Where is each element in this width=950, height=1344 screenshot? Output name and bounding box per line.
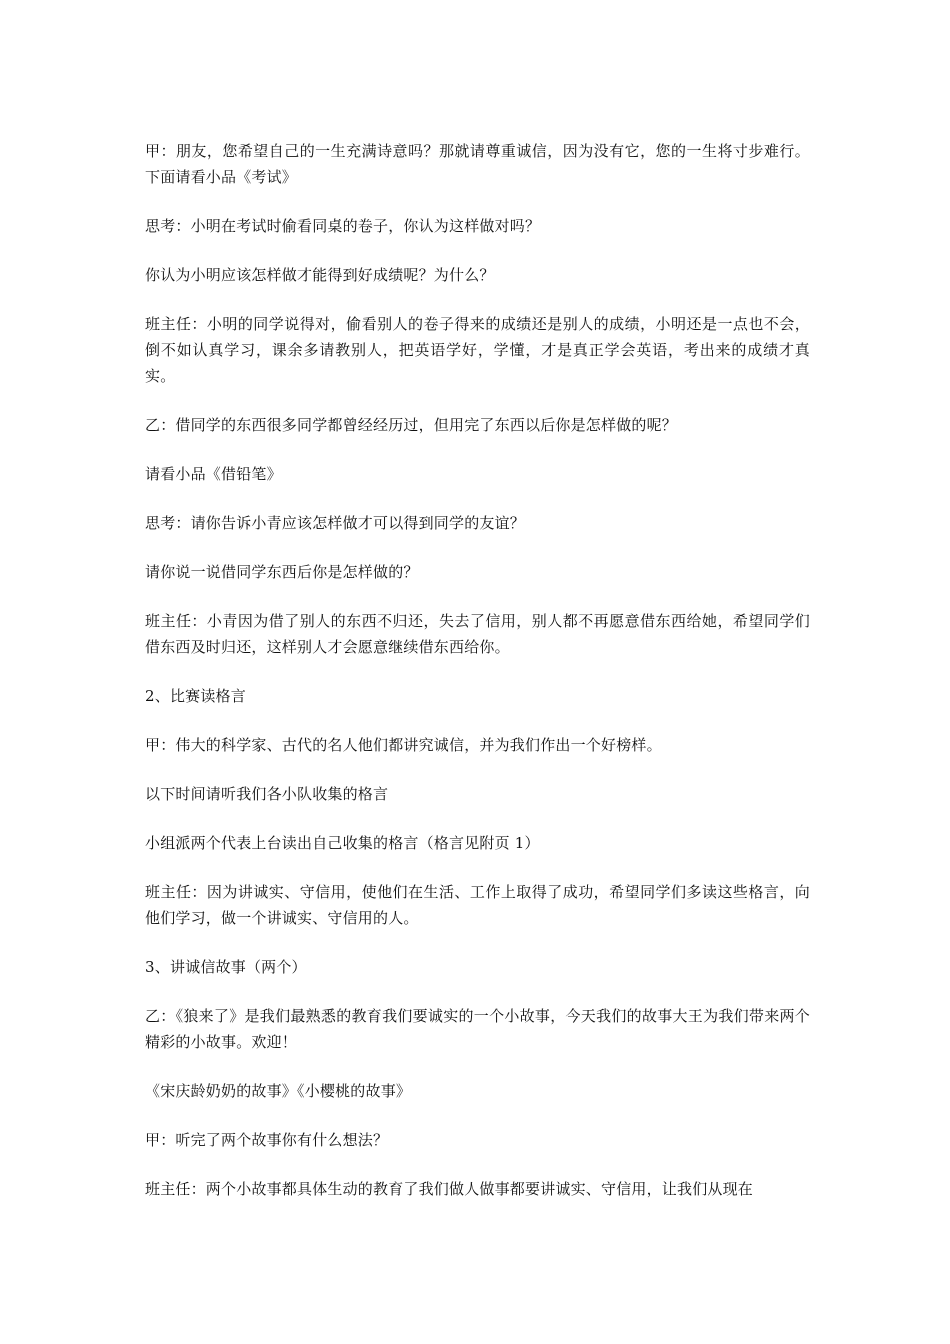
paragraph: 甲：朋友，您希望自己的一生充满诗意吗？那就请尊重诚信，因为没有它，您的一生将寸步难行。下面请看小品《考试》 — [145, 142, 810, 186]
document-body — [145, 138, 810, 1225]
paragraph: 《宋庆龄奶奶的故事》《小樱桃的故事》 — [145, 1082, 412, 1100]
paragraph: 甲：伟大的科学家、古代的名人他们都讲究诚信，并为我们作出一个好榜样。 — [145, 736, 662, 754]
paragraph: 班主任：小青因为借了别人的东西不归还，失去了信用，别人都不再愿意借东西给她，希望同学们借东西及时归还，这样别人才会愿意继续借东西给你。 — [145, 612, 810, 656]
paragraph: 以下时间请听我们各小队收集的格言 — [145, 785, 389, 803]
paragraph: 班主任：小明的同学说得对，偷看别人的卷子得来的成绩还是别人的成绩，小明还是一点也不会，倒不如认真学习，课余多请教别人，把英语学好，学懂，才是真正学会英语，考出来的成绩才真实。 — [145, 315, 810, 385]
paragraph: 乙：《狼来了》是我们最熟悉的教育我们要诚实的一个小故事，今天我们的故事大王为我们带来两个精彩的小故事。欢迎！ — [145, 1007, 810, 1051]
paragraph: 乙：借同学的东西很多同学都曾经经历过，但用完了东西以后你是怎样做的呢？ — [145, 416, 678, 434]
paragraph: 思考：请你告诉小青应该怎样做才可以得到同学的友谊？ — [145, 514, 526, 532]
paragraph: 小组派两个代表上台读出自己收集的格言（格言见附页 1） — [145, 834, 540, 852]
paragraph: 请你说一说借同学东西后你是怎样做的？ — [145, 563, 419, 581]
paragraph: 请看小品《借铅笔》 — [145, 465, 282, 483]
paragraph: 甲：听完了两个故事你有什么想法？ — [145, 1131, 389, 1149]
paragraph: 班主任：因为讲诚实、守信用，使他们在生活、工作上取得了成功，希望同学们多读这些格言，向他们学习，做一个讲诚实、守信用的人。 — [145, 883, 810, 927]
paragraph: 思考：小明在考试时偷看同桌的卷子，你认为这样做对吗？ — [145, 217, 541, 235]
paragraph: 你认为小明应该怎样做才能得到好成绩呢？为什么？ — [145, 266, 495, 284]
section-heading: 2、比赛读格言 — [145, 687, 246, 705]
paragraph: 班主任：两个小故事都具体生动的教育了我们做人做事都要讲诚实、守信用，让我们从现在 — [145, 1180, 754, 1198]
section-heading: 3、讲诚信故事（两个） — [145, 958, 307, 976]
